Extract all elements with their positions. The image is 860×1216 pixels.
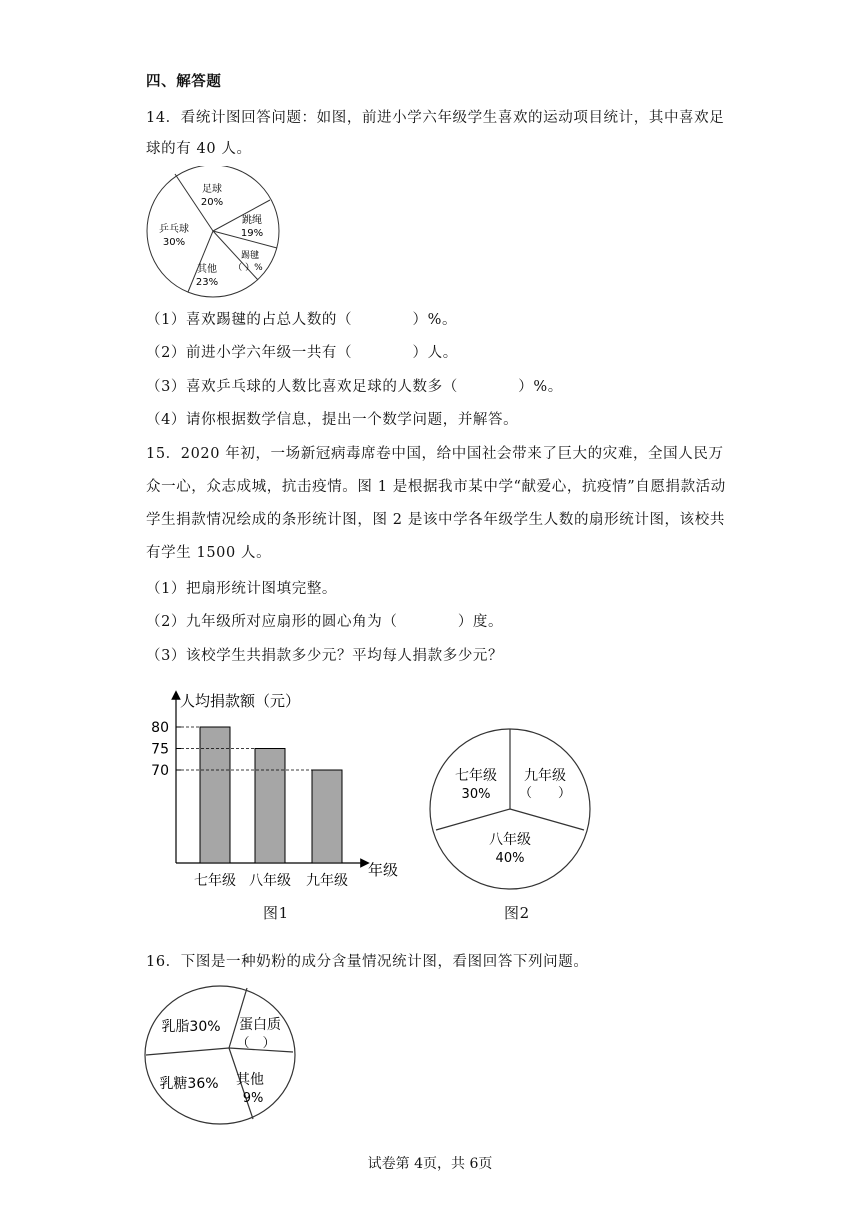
- q16-pie-label-lactose: 乳糖36%: [159, 1076, 219, 1092]
- bar-chart-ytick-label: 70: [151, 763, 169, 779]
- q14-sub1: （1）喜欢踢毽的占总人数的（ ）%。: [146, 312, 458, 328]
- q14-pie-chart: [140, 166, 300, 302]
- q14-pie-label-rope: 跳绳: [242, 215, 262, 226]
- q15-sub2: （2）九年级所对应扇形的圆心角为（ ）度。: [146, 614, 504, 630]
- bar-chart-bar-2: [255, 749, 285, 864]
- q15-sub3: （3）该校学生共捐款多少元？平均每人捐款多少元？: [146, 648, 504, 664]
- q15-pie-label-g8-pct: 40%: [495, 851, 525, 866]
- bar-chart-bar-3: [312, 770, 342, 863]
- q14-pie-label-other-pct: 23%: [195, 277, 219, 288]
- q14-sub4: （4）请你根据数学信息，提出一个数学问题，并解答。: [146, 412, 519, 428]
- q15-fig2-caption: 图2: [504, 904, 530, 922]
- q15-text-line3: 学生捐款情况绘成的条形统计图，图 2 是该中学各年级学生人数的扇形统计图，该校共: [146, 512, 725, 528]
- q16-pie-label-other: 其他: [236, 1072, 264, 1088]
- q14-pie-label-pingpong: 乒乓球: [159, 224, 189, 235]
- q15-pie-label-g8: 八年级: [489, 832, 531, 848]
- q14-pie-label-football: 足球: [202, 184, 222, 195]
- bar-chart-ytick-label: 80: [151, 720, 169, 736]
- section-title: 四、解答题: [146, 73, 222, 90]
- bar-chart-category-label: 七年级: [194, 873, 236, 889]
- bar-chart-ytick-label: 75: [151, 741, 169, 758]
- q14-pie-label-pingpong-pct: 30%: [162, 237, 186, 248]
- q15-pie-label-g9-pct: （ ）: [518, 786, 572, 801]
- q14-pie-label-rope-pct: 19%: [240, 228, 264, 239]
- q16-pie-label-other-pct: 9%: [242, 1091, 264, 1106]
- q16-pie-label-fat: 乳脂30%: [161, 1019, 221, 1035]
- q14-text-line1: 14．看统计图回答问题：如图，前进小学六年级学生喜欢的运动项目统计，其中喜欢足: [146, 110, 725, 126]
- q16-pie-label-protein: 蛋白质: [239, 1017, 281, 1033]
- page-footer: 试卷第 4页，共 6页: [367, 1156, 493, 1172]
- q15-text-line4: 有学生 1500 人。: [146, 545, 272, 561]
- bar-chart-xlabel: 年级: [368, 861, 399, 879]
- q15-pie-chart: [428, 727, 593, 892]
- q15-text-line2: 众一心，众志成城，抗击疫情。图 1 是根据我市某中学“献爱心，抗疫情”自愿捐款活动: [146, 479, 726, 495]
- q14-pie-label-shuttle-pct: （ ）%: [233, 263, 263, 273]
- bar-chart-bar-1: [200, 727, 230, 863]
- bar-chart-category-label: 八年级: [249, 873, 291, 889]
- q15-bar-chart: [140, 685, 410, 900]
- q15-sub1: （1）把扇形统计图填完整。: [146, 581, 338, 597]
- q14-sub2: （2）前进小学六年级一共有（ ）人。: [146, 345, 458, 361]
- q15-pie-label-g9: 九年级: [524, 768, 566, 784]
- q14-pie-label-other: 其他: [197, 264, 217, 275]
- bar-chart-ylabel: 人均捐款额（元）: [180, 692, 301, 710]
- q15-pie-label-g7-pct: 30%: [461, 787, 491, 802]
- bar-chart-category-label: 九年级: [306, 873, 348, 889]
- q14-text-line2: 球的有 40 人。: [146, 141, 252, 157]
- q14-pie-label-football-pct: 20%: [200, 197, 224, 208]
- q14-sub3: （3）喜欢乒乓球的人数比喜欢足球的人数多（ ）%。: [146, 379, 563, 395]
- q15-fig1-caption: 图1: [263, 904, 289, 922]
- q16-text-line1: 16．下图是一种奶粉的成分含量情况统计图，看图回答下列问题。: [146, 954, 589, 970]
- q14-pie-label-shuttle: 踢毽: [240, 251, 260, 261]
- q15-pie-label-g7: 七年级: [455, 768, 497, 784]
- q15-text-line1: 15．2020 年初，一场新冠病毒席卷中国，给中国社会带来了巨大的灾难，全国人民万: [146, 446, 724, 462]
- q16-pie-label-protein-pct: （ ）: [236, 1036, 276, 1051]
- q16-pie-chart: [143, 984, 303, 1129]
